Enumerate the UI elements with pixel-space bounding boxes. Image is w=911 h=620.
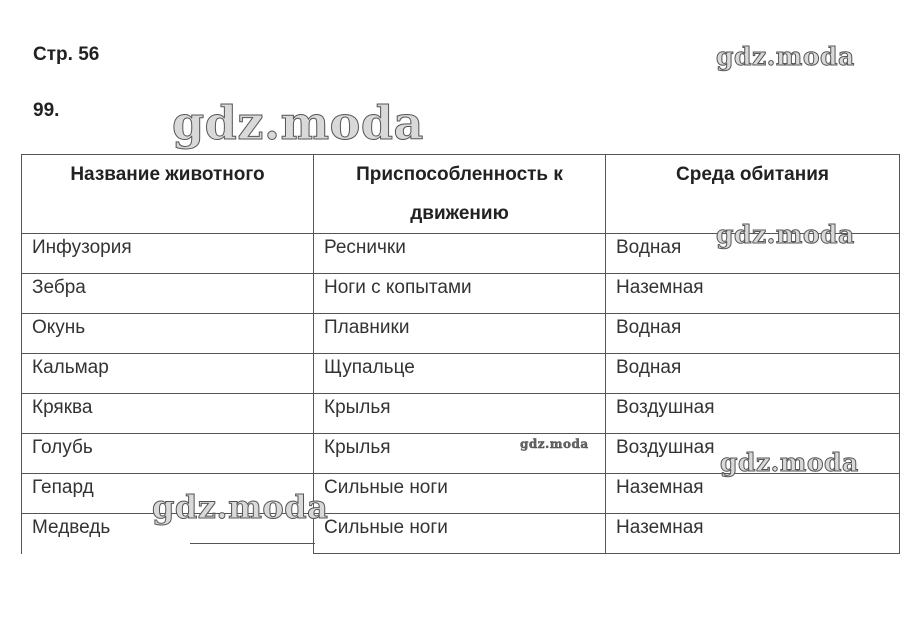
header-animal-name: Название животного: [22, 155, 314, 234]
cell-adaptation: Сильные ноги: [314, 514, 606, 554]
cell-adaptation: Крылья: [314, 394, 606, 434]
cell-habitat: Воздушная: [606, 434, 900, 474]
cell-habitat: Наземная: [606, 274, 900, 314]
watermark: gdz.moda: [716, 220, 855, 249]
cell-adaptation: Ноги с копытами: [314, 274, 606, 314]
table-bottom-border: [190, 543, 315, 544]
cell-adaptation: Крылья: [314, 434, 606, 474]
cell-animal: Кряква: [22, 394, 314, 434]
cell-adaptation: Реснички: [314, 234, 606, 274]
header-habitat: Среда обитания: [606, 155, 900, 234]
cell-adaptation: Плавники: [314, 314, 606, 354]
cell-habitat: Водная: [606, 314, 900, 354]
cell-animal: Кальмар: [22, 354, 314, 394]
cell-habitat: Водная: [606, 234, 900, 274]
cell-animal: Голубь: [22, 434, 314, 474]
table-row: [22, 394, 900, 434]
watermark: gdz.moda: [520, 437, 589, 451]
cell-animal: Гепард: [22, 474, 314, 514]
cell-adaptation: Щупальце: [314, 354, 606, 394]
cell-animal: Зебра: [22, 274, 314, 314]
cell-animal: Инфузория: [22, 234, 314, 274]
cell-habitat: Водная: [606, 354, 900, 394]
watermark: gdz.moda: [172, 96, 424, 150]
cell-adaptation: Сильные ноги: [314, 474, 606, 514]
cell-animal: Окунь: [22, 314, 314, 354]
watermark: gdz.moda: [716, 42, 855, 71]
cell-animal: Медведь: [22, 514, 314, 554]
table-row: [22, 314, 900, 354]
page-label: Стр. 56: [33, 44, 100, 65]
cell-habitat: Наземная: [606, 514, 900, 554]
table-row: [22, 354, 900, 394]
watermark: gdz.moda: [152, 488, 329, 526]
header-movement-adaptation: Приспособленность к движению: [314, 155, 606, 234]
watermark: gdz.moda: [720, 448, 859, 477]
cell-habitat: Наземная: [606, 474, 900, 514]
task-number: 99.: [33, 100, 60, 121]
cell-habitat: Воздушная: [606, 394, 900, 434]
table-row: [22, 274, 900, 314]
